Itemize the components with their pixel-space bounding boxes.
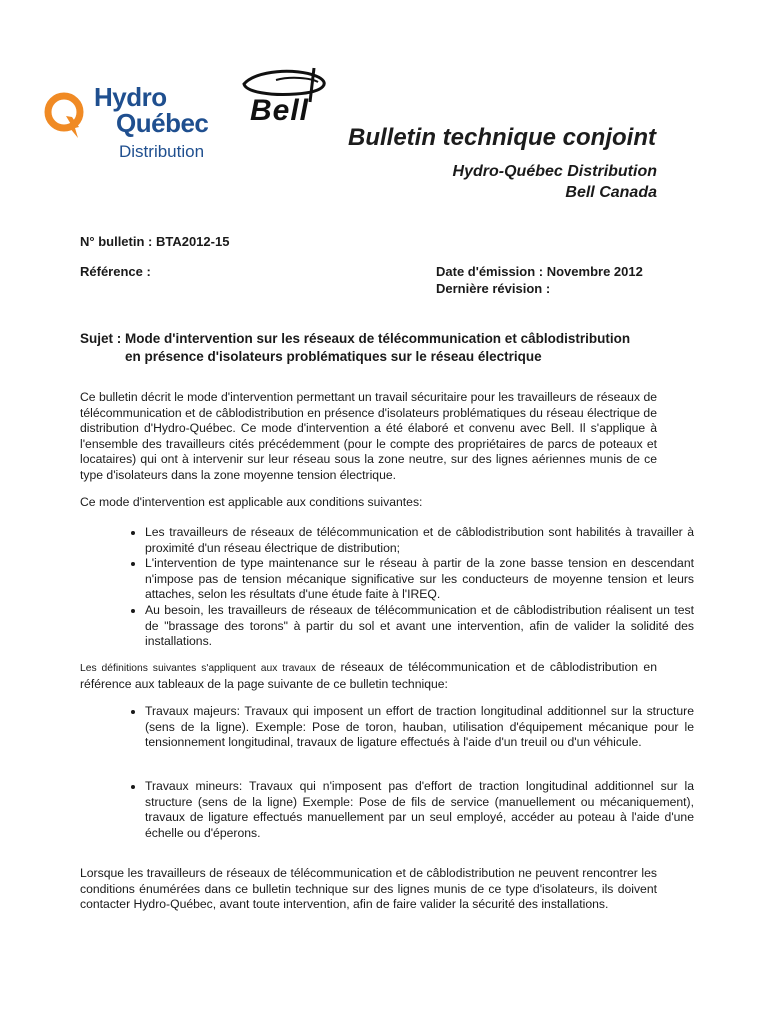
org-hydro-quebec: Hydro-Québec Distribution — [452, 163, 657, 180]
hq-wordmark-quebec: Québec — [116, 108, 209, 138]
reference: Référence : — [80, 264, 151, 279]
page-title: Bulletin technique conjoint — [348, 124, 656, 151]
list-item: • Travaux majeurs: Travaux qui imposent un effort de traction longitudinal additionnel sur la structure (sens de la ligne). Exemple: Pose de toron, hauban, utilisation d'équipement mécanique pour le tensionnement longitudinal, travaux de ligature effectués à l'aide d'un treuil ou d'un véhicule. — [145, 704, 694, 751]
hq-wordmark-distribution: Distribution — [119, 142, 205, 161]
bulletin-number: N° bulletin : BTA2012-15 — [80, 234, 230, 249]
definitions-list — [108, 704, 694, 751]
list-item: • Travaux mineurs: Travaux qui n'imposent pas d'effort de traction longitudinal additionnel sur la structure (sens de la ligne) Exemple: Pose de fils de service (manuellement ou mécaniquement), travaux de ligature effectués manuellement par un seul employé, accéder au poteau à l'aide d'une échelle ou d'éperons. — [145, 779, 694, 841]
subject-line-1: Sujet : Mode d'intervention sur les réseaux de télécommunication et câblodistribution — [80, 331, 631, 346]
definitions-intro-small: Les définitions suivantes s'appliquent aux travaux — [80, 663, 317, 674]
derniere-revision: Dernière révision : — [436, 281, 551, 296]
closing-paragraph: Lorsque les travailleurs de réseaux de télécommunication et de câblodistribution ne peuvent rencontrer les conditions énumérées dans ce bulletin technique sur des lignes munis de ce type d'isolateurs, ils doivent contacter Hydro-Québec, avant toute intervention, afin de faire valider la sécurité des installations. — [80, 866, 657, 912]
list-item: • Les travailleurs de réseaux de télécommunication et de câblodistribution sont habilités à travailler à proximité d'un réseau électrique de distribution; — [145, 525, 694, 556]
hq-wordmark-hydro: Hydro — [94, 82, 167, 112]
hydro-quebec-q-icon — [42, 90, 94, 142]
bell-logo — [236, 66, 346, 126]
subject-line-2: en présence d'isolateurs problématiques sur le réseau électrique — [125, 349, 542, 364]
list-item: • L'intervention de type maintenance sur le réseau à partir de la zone basse tension en descendant n'impose pas de tension mécanique significative sur les conducteurs de moyenne tension et leurs attaches, selon les résultats d'une étude faite à l'IREQ. — [145, 556, 694, 603]
definitions-intro — [80, 660, 657, 692]
org-bell-canada: Bell Canada — [565, 184, 657, 201]
conditions-list — [108, 525, 694, 650]
conditions-intro: Ce mode d'intervention est applicable aux conditions suivantes: — [80, 495, 423, 509]
list-item: • Au besoin, les travailleurs de réseaux de télécommunication et de câblodistribution réalisent un test de "brassage des torons" à partir du sol et avant une intervention, afin de valider la solidité des installations. — [145, 603, 694, 650]
definitions-intro-rest: de réseaux de télécommunication et de câblodistribution en référence aux tableaux de la page suivante de ce bulletin technique: — [80, 660, 657, 691]
bell-wordmark: Bell — [250, 94, 310, 127]
definitions-list-2 — [108, 779, 694, 841]
intro-paragraph: Ce bulletin décrit le mode d'intervention permettant un travail sécuritaire pour les travailleurs de réseaux de télécommunication et de câblodistribution en présence d'isolateurs problématiques du réseau électrique de distribution d'Hydro-Québec. Ce mode d'intervention a été élaboré et convenu avec Bell. Il s'applique à l'ensemble des travailleurs cités précédemment (pour le compte des propriétaires de parcs de poteaux et locataires) qui ont à intervenir sur leur réseau sous la zone neutre, sur des lignes aériennes munis de ce type d'isolateurs dans la zone moyenne tension électrique. — [80, 390, 657, 482]
subject — [80, 330, 680, 366]
hydro-quebec-logo — [42, 82, 222, 168]
date-emission: Date d'émission : Novembre 2012 — [436, 264, 643, 279]
